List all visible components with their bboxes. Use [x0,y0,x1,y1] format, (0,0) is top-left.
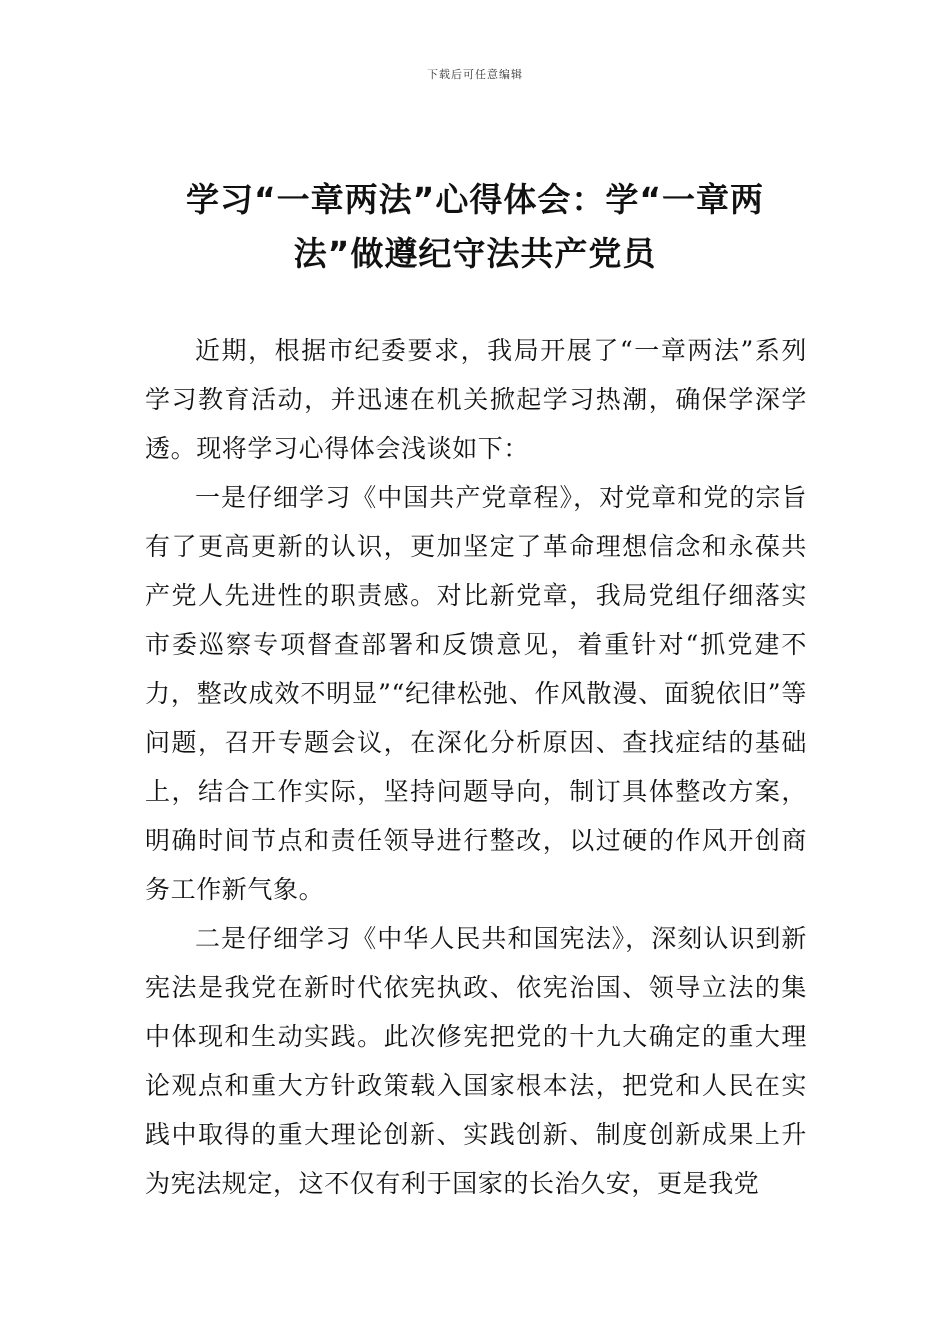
document-title [145,173,805,281]
title-line-2: 法”做遵纪守法共产党员 [293,234,657,273]
title-line-1: 学习“一章两法”心得体会：学“一章两 [185,180,765,219]
paragraph-national-constitution: 二是仔细学习《中华人民共和国宪法》，深刻认识到新宪法是我党在新时代依宪执政、依宪治国、领导立法的集中体现和生动实践。此次修宪把党的十九大确定的重大理论观点和重大方针政策载入国家根本法，把党和人民在实践中取得的重大理论创新、实践创新、制度创新成果上升为宪法规定，这不仅有利于国家的长治久安，更是我党 [145,924,807,1198]
paragraph-party-constitution: 一是仔细学习《中国共产党章程》，对党章和党的宗旨有了更高更新的认识，更加坚定了革命理想信念和永葆共产党人先进性的职责感。对比新党章，我局党组仔细落实市委巡察专项督查部署和反馈意见，着重针对“抓党建不力，整改成效不明显”“纪律松弛、作风散漫、面貌依旧”等问题，召开专题会议，在深化分析原因、查找症结的基础上，结合工作实际，坚持问题导向，制订具体整改方案，明确时间节点和责任领导进行整改，以过硬的作风开创商务工作新气象。 [145,483,807,904]
header-note: 下载后可任意编辑 [427,68,523,81]
document-body [145,326,807,1208]
paragraph-intro: 近期，根据市纪委要求，我局开展了“一章两法”系列学习教育活动，并迅速在机关掀起学习热潮，确保学深学透。现将学习心得体会浅谈如下： [145,336,807,463]
